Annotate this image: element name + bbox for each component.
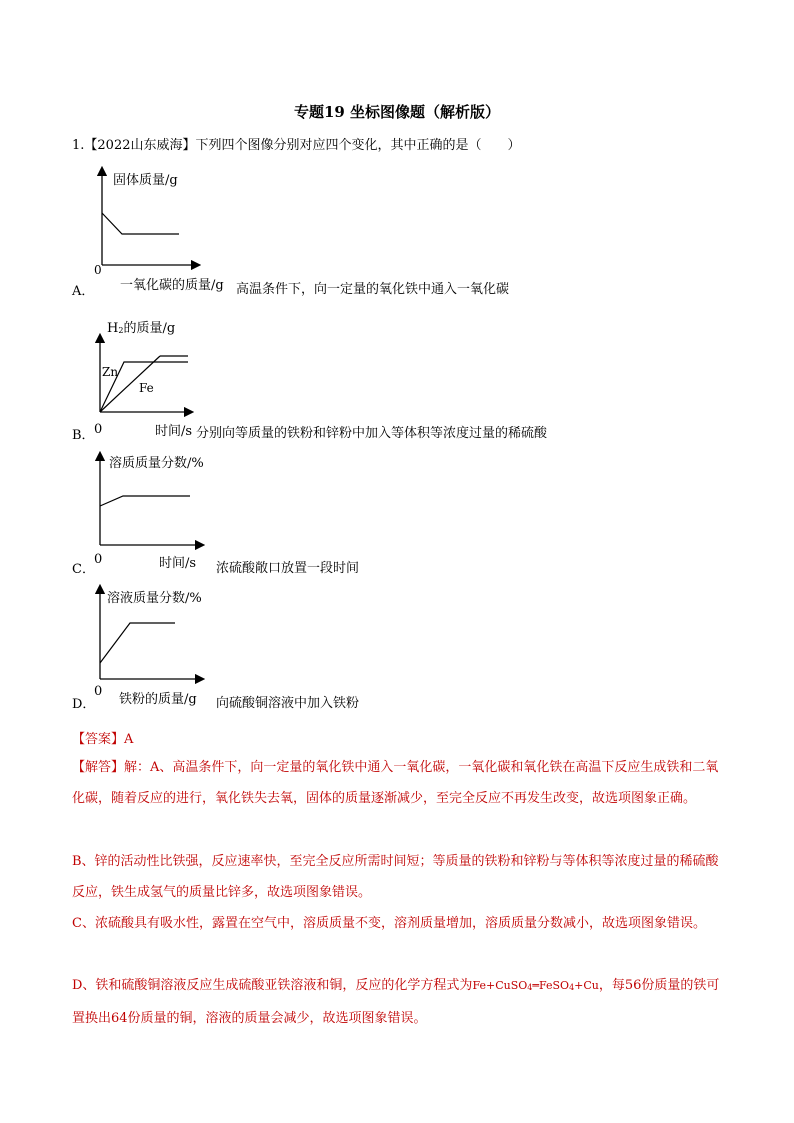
graph-b-zn-label: Zn — [102, 365, 119, 379]
explanation-c: C、浓硫酸具有吸水性，露置在空气中，溶质质量不变，溶剂质量增加，溶质质量分数减小，故选项图象错误。 — [72, 916, 706, 931]
graph-a-origin: 0 — [94, 263, 102, 277]
graph-a-ylabel: 固体质量/g — [113, 173, 178, 188]
answer-label: 【答案】 — [72, 732, 125, 747]
question-text: 下列四个图像分别对应四个变化，其中正确的是（ ） — [195, 138, 521, 153]
curve-c — [100, 496, 190, 506]
graph-a-xlabel: 一氧化碳的质量/g — [120, 278, 224, 293]
graph-b-fe-label: Fe — [139, 381, 154, 395]
explanation-d: D、铁和硫酸铜溶液反应生成硫酸亚铁溶液和铜，反应的化学方程式为Fe+CuSO$_4$═FeSO$_4$+Cu，每56份质量的铁可置换出64份质量的铜，溶液的质量会减少，故选项图象错误。 — [72, 978, 720, 1026]
curve-a — [102, 213, 179, 234]
answer-value: A — [124, 732, 134, 747]
explanation-a-text: 解：A、高温条件下，向一定量的氧化铁中通入一氧化碳，一氧化碳和氧化铁在高温下反应生成铁和二氧化碳，随着反应的进行，氧化铁失去氧，固体的质量逐渐减少，至完全反应不再发生改变，故选项图象正确。 — [72, 760, 719, 806]
chemical-equation: Fe+CuSO$_4$═FeSO$_4$+Cu — [472, 979, 599, 992]
option-d-text: 向硫酸铜溶液中加入铁粉 — [216, 696, 360, 711]
option-c-letter: C． — [72, 562, 95, 577]
question-stem — [72, 134, 521, 153]
explanation-b: B、锌的活动性比铁强，反应速率快，至完全反应所需时间短；等质量的铁粉和锌粉与等体积等浓度过量的稀硫酸反应，铁生成氢气的质量比锌多，故选项图象错误。 — [72, 854, 719, 900]
graph-b-ylabel: $H_2$的质量/g — [107, 321, 176, 336]
option-a-letter: A． — [72, 284, 95, 299]
option-c-text: 浓硫酸敞口放置一段时间 — [216, 561, 360, 576]
question-number: 1. — [72, 138, 85, 153]
graph-d-ylabel: 溶液质量分数/% — [107, 591, 202, 606]
graph-b-xlabel: 时间/s — [155, 424, 193, 439]
graph-c-origin: 0 — [94, 552, 103, 567]
graph-d-origin: 0 — [94, 684, 103, 699]
explanation-label: 【解答】 — [72, 760, 125, 775]
option-b-text: 分别向等质量的铁粉和锌粉中加入等体积等浓度过量的稀硫酸 — [196, 426, 548, 441]
option-a-text: 高温条件下，向一定量的氧化铁中通入一氧化碳 — [236, 282, 510, 297]
page-title: 专题19 坐标图像题（解析版） — [293, 103, 501, 121]
graph-c-ylabel: 溶质质量分数/% — [109, 456, 204, 471]
curve-d — [100, 623, 175, 663]
explanation-a — [72, 752, 724, 814]
graph-c-xlabel: 时间/s — [159, 556, 197, 571]
answer — [72, 728, 133, 747]
option-d-letter: D． — [72, 697, 96, 712]
graph-d-xlabel: 铁粉的质量/g — [119, 692, 197, 707]
option-b-letter: B． — [72, 428, 95, 443]
graph-b-origin: 0 — [94, 422, 103, 437]
question-source: 【2022山东威海】 — [84, 138, 196, 153]
